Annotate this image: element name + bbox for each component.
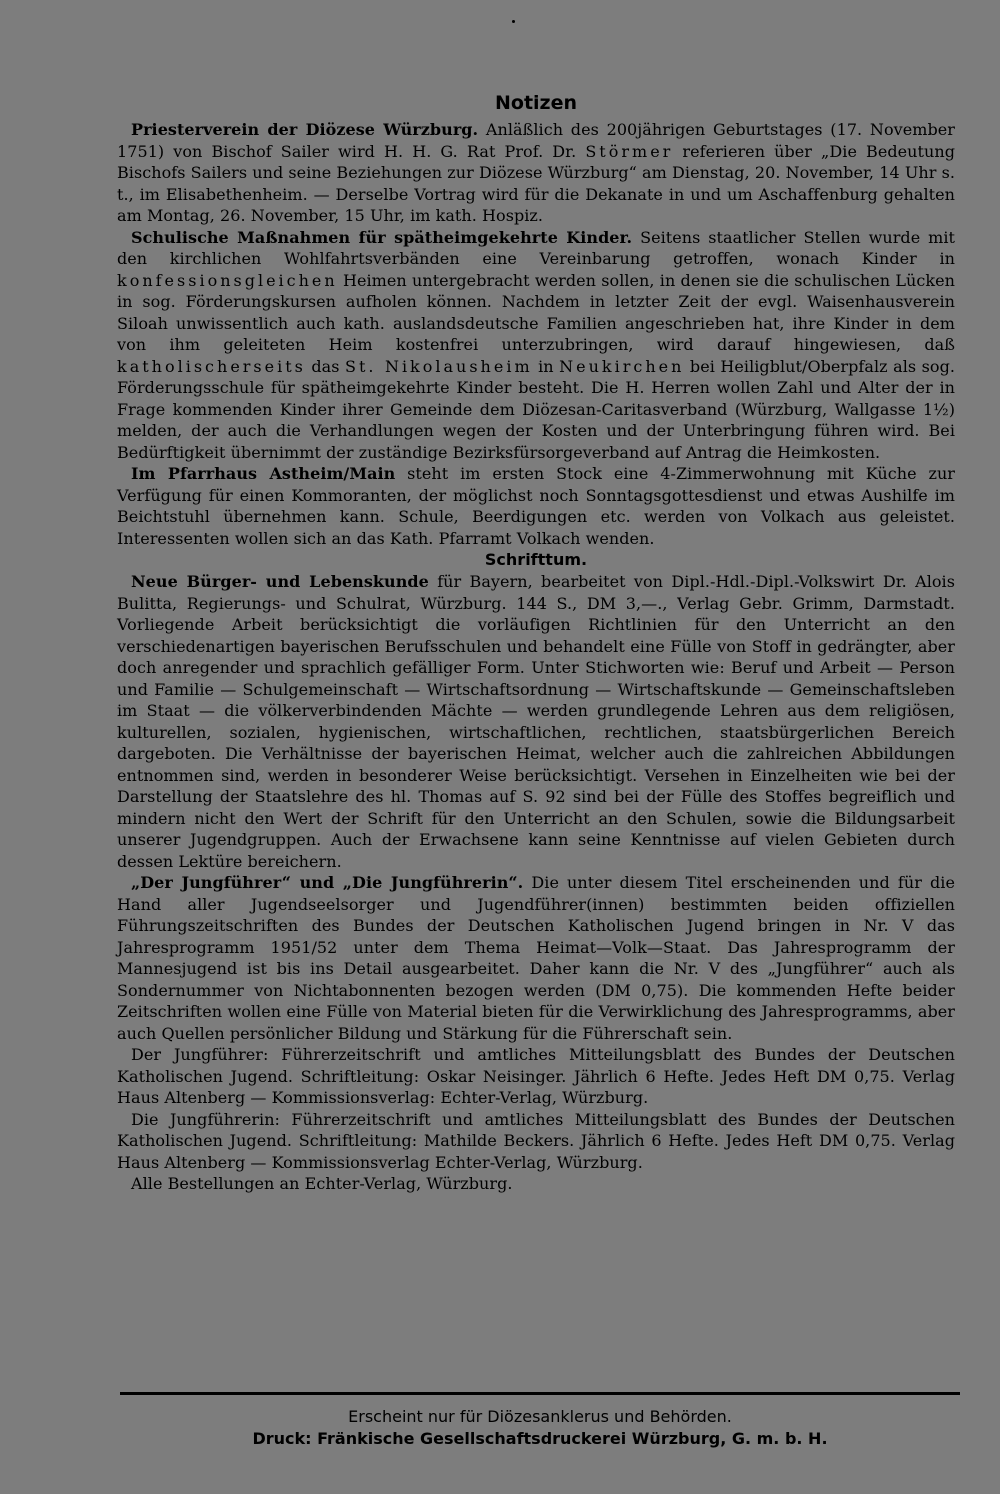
review-jungfuehrer [117,872,955,1044]
review-buergerkunde [117,571,955,872]
notice-text: Heimen untergebracht werden sollen, in denen sie die schulischen Lücken in sog. Förderungskursen aufholen können. Nachdem in letzter Zeit der evgl. Waisenhausverein Siloah unwissentlich auch kath. auslandsdeutsche Familien angeschrieben hat, ihre Kinder in dem von ihm geleiteten Heim kostenfrei unterzubringen, wird darauf hingewiesen, daß [117,270,955,354]
print-speck [512,20,515,23]
notice-text: Seitens staatlicher Stellen wurde mit den kirchlichen Wohlfahrtsverbänden eine Vereinbarung getroffen, wonach Kinder in [117,227,955,268]
notice-text: in [532,356,560,376]
notice-lead: Priesterverein der Diözese Würzburg. [131,120,479,139]
footer-printer-note: Druck: Fränkische Gesellschaftsdruckerei Würzburg, G. m. b. H. [252,1429,828,1448]
info-jungfuehrer: Der Jungführer: Führerzeitschrift und amtliches Mitteilungsblatt des Bundes der Deutschen Katholischen Jugend. Schriftleitung: Oskar Neisinger. Jährlich 6 Hefte. Jedes Heft DM 0,75. Verlag Haus Altenberg — Kommissionsverlag: Echter-Verlag, Würzburg. [117,1045,955,1107]
orders-note: Alle Bestellungen an Echter-Verlag, Würzburg. [131,1174,513,1193]
notice-priesterverein [117,119,955,227]
notice-lead: Schulische Maßnahmen für spätheimgekehrte Kinder. [131,227,633,247]
review-text: Die unter diesem Titel erscheinenden und für die Hand aller Jugendseelsorger und Jugendführer(innen) bestimmten beiden offiziellen Führungszeitschriften des Bundes der Deutschen Katholischen Jugend bringen in Nr. V das Jahresprogramm 1951/52 unter dem Thema Heimat—Volk—Staat. Das Jahresprogramm der Mannesjugend ist bis ins Detail ausgearbeitet. Daher kann die Nr. V des „Jungführer“ auch als Sondernummer von Nichtabonnenten bezogen werden (DM 0,75). Die kommenden Hefte beider Zeitschriften wollen eine Fülle von Material bieten für die Verwirklichung des Jahresprogramms, aber auch Quellen persönlicher Bildung und Stärkung für die Führerschaft sein. [117,873,955,1043]
footer-distribution-note: Erscheint nur für Diözesanklerus und Behörden. [348,1407,732,1426]
notice-text: bei Heiligblut/Oberpfalz als sog. Förderungsschule für spätheimgekehrte Kinder besteht. Die H. Herren wollen Zahl und Alter der in Frage kommenden Kinder ihrer Gemeinde dem Diözesan-Caritasverband (Würzburg, Wallgasse 1½) melden, der auch die Verhandlungen wegen der Kosten und der Unterbringung führen wird. Bei Bedürftigkeit übernimmt der zuständige Bezirksfürsorgeverband auf Antrag die Heimkosten. [117,356,955,462]
notice-text: steht im ersten Stock eine 4-Zimmerwohnung mit Küche zur Verfügung für einen Kommoranten, der möglichst noch Sonntagsgottesdienst und etwas Aushilfe im Beichtstuhl übernehmen kann. Schule, Beerdigungen etc. werden von Volkach aus geleistet. Interessenten wollen sich an das Kath. Pfarramt Volkach wenden. [117,464,955,548]
review-text: für Bayern, bearbeitet von Dipl.-Hdl.-Dipl.-Volkswirt Dr. Alois Bulitta, Regierungs- und Schulrat, Würzburg. 144 S., DM 3,—., Verlag Gebr. Grimm, Darmstadt. Vorliegende Arbeit berücksichtigt die vorläufigen Richtlinien für den Unterricht an den verschiedenartigen bayerischen Berufsschulen und behandelt eine Fülle von Stoff in gedrängter, aber doch anregender und sprachlich gefälliger Form. Unter Stichworten wie: Beruf und Arbeit — Person und Familie — Schulgemeinschaft — Wirtschaftsordnung — Wirtschaftskunde — Gemeinschaftsleben im Staat — die völkerverbindenden Mächte — werden grundlegende Lehren aus dem religiösen, kulturellen, sozialen, hygienischen, wirtschaftlichen, rechtlichen, staatsbürgerlichen Bereich dargeboten. Die Verhältnisse der bayerischen Heimat, welcher auch die zahlreichen Abbildungen entnommen sind, werden in besonderer Weise berücksichtigt. Versehen in Einzelheiten wie bei der Darstellung der Staatslehre des hl. Thomas auf S. 92 sind bei der Fülle des Stoffes begreiflich und mindern nicht den Wert der Schrift für den Unterricht an den Schulen, sowie die Bildungsarbeit unserer Jugendgruppen. Auch der Erwachsene kann seine Kenntnisse auf vielen Gebieten durch dessen Lektüre bereichern. [117,572,955,871]
footer-divider [120,1392,960,1395]
notice-text: Anläßlich des 200jährigen Geburtstages (17. November 1751) von Bischof Sailer wird H. H. G. Rat Prof. Dr. [117,120,955,161]
info-jungfuehrerin: Die Jungführerin: Führerzeitschrift und amtliches Mitteilungsblatt des Bundes der Deutschen Katholischen Jugend. Schriftleitung: Mathilde Beckers. Jährlich 6 Hefte. Jedes Heft DM 0,75. Verlag Haus Altenberg — Kommissionsverlag Echter-Verlag, Würzburg. [117,1109,955,1172]
notice-spaced-name: Störmer [585,141,674,161]
review-lead: Neue Bürger- und Lebenskunde [131,572,429,591]
notice-pfarrhaus-astheim [117,463,955,549]
notice-spaced-text: Neukirchen [559,356,685,376]
section-heading-schrifttum: Schrifttum. [484,550,588,569]
footer [120,1406,960,1450]
review-lead: „Der Jungführer“ und „Die Jungführerin“. [131,873,524,892]
notice-text: das [305,356,346,376]
notice-schulische-massnahmen [117,227,955,464]
page-content [117,90,955,1195]
page-title: Notizen [494,92,578,114]
notice-spaced-text: St. Nikolausheim [345,356,533,376]
notice-text: referieren über „Die Bedeutung Bischofs Sailers und seine Beziehungen zur Diözese Würzburg“ am Dienstag, 20. November, 14 Uhr s. t., im Elisabethenheim. — Derselbe Vortrag wird für die Dekanate in und um Aschaffenburg gehalten am Montag, 26. November, 15 Uhr, im kath. Hospiz. [117,141,956,225]
notice-spaced-text: katholischerseits [117,356,306,376]
notice-spaced-text: konfessionsgleichen [117,270,338,290]
notice-lead: Im Pfarrhaus Astheim/Main [131,464,396,483]
